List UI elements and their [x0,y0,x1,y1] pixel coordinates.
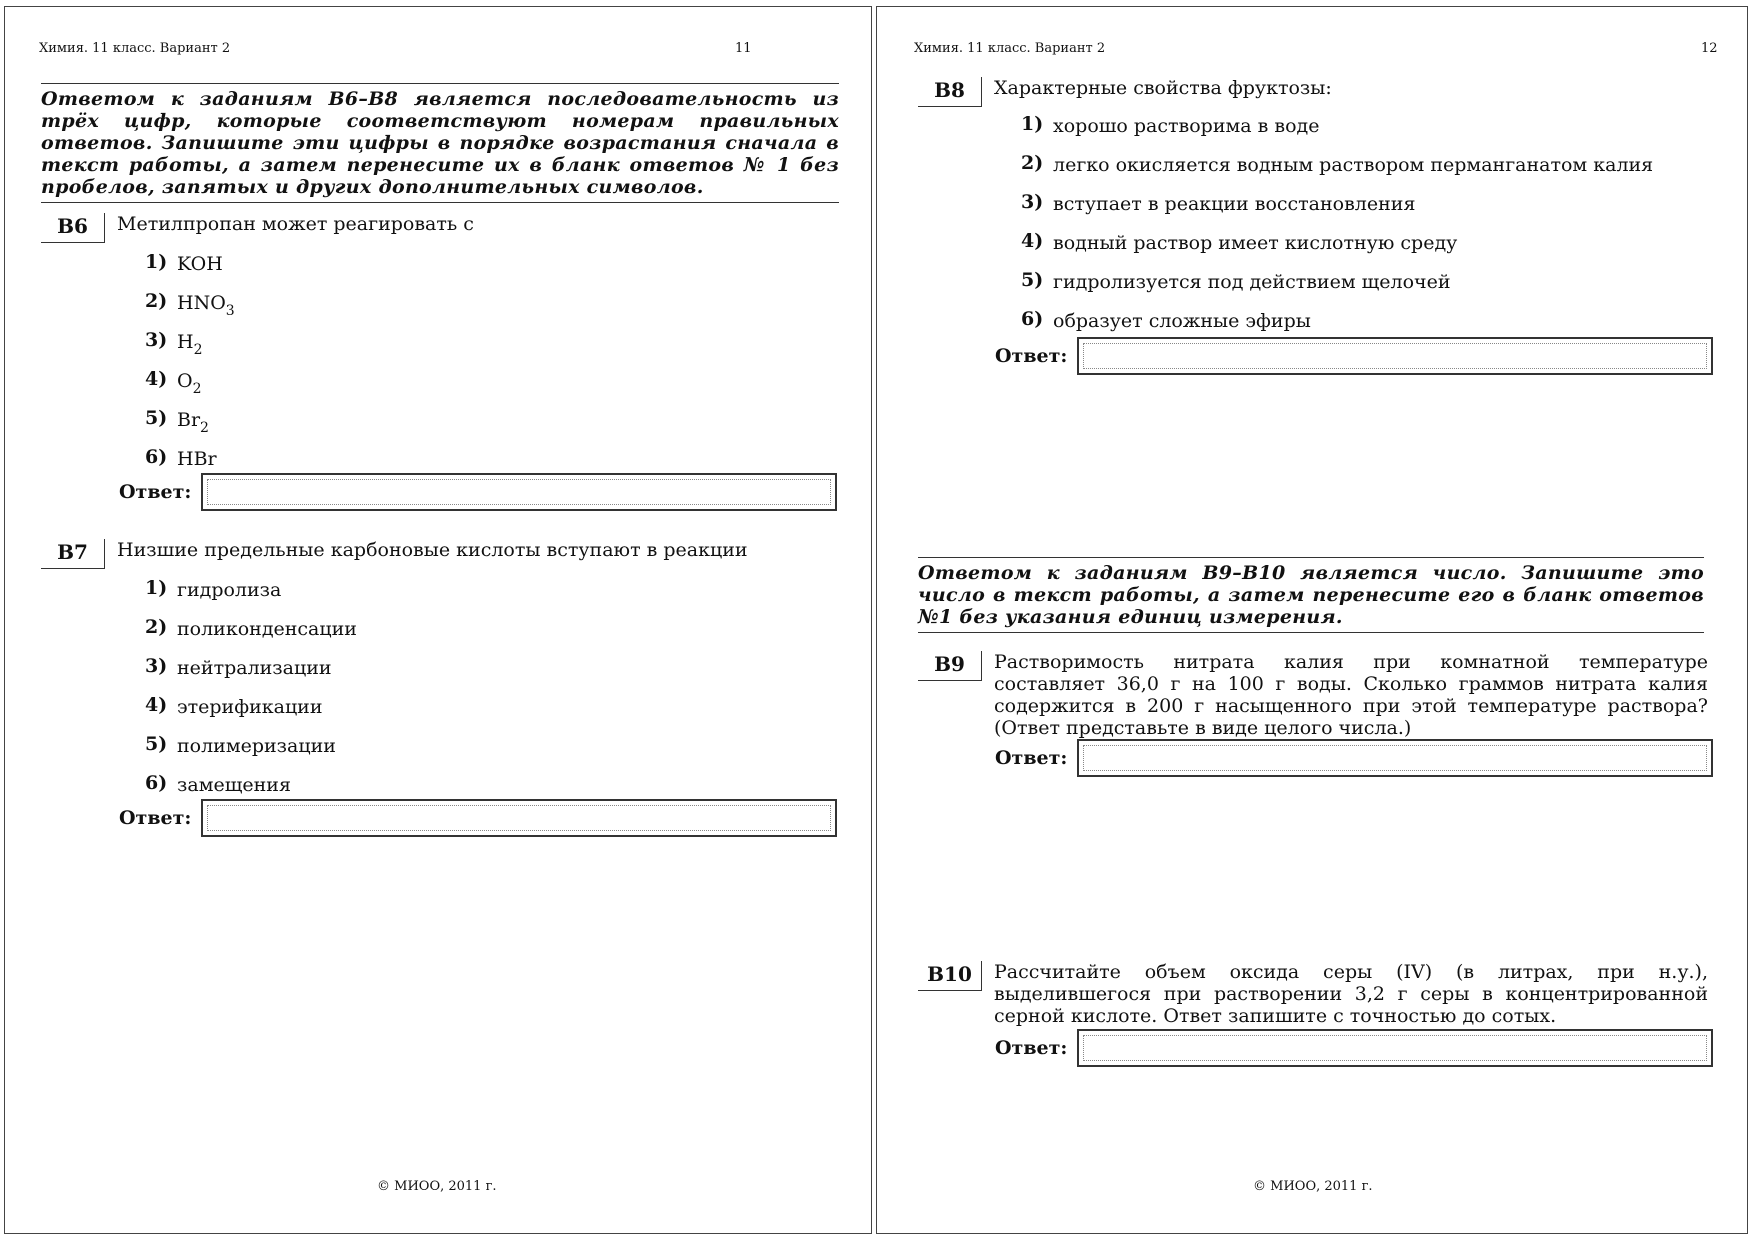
task-text: Растворимость нитрата калия при комнатной температуре составляет 36,0 г на 100 г воды. Сколько граммов нитрата калия содержится в 200 г насыщенного при этой температуре раствора? (Ответ представьте в виде целого числа.) [994,651,1708,739]
answer-label: Ответ: [995,747,1068,769]
answer-b6 [119,473,839,511]
option-text: этерификации [177,696,323,718]
answer-b8 [995,337,1715,375]
subscript: 2 [192,381,202,397]
answer-label: Ответ: [119,807,192,829]
subscript: 3 [225,303,235,319]
option-text: вступает в реакции восстановления [1053,193,1416,215]
option-number: 1) [145,251,168,273]
task-label: B9 [918,651,982,681]
option-text: $H_2$ [177,331,203,358]
page-footer: © МИОО, 2011 г. [1253,1179,1373,1194]
task-text: Рассчитайте объем оксида серы (IV) (в литрах, при н.у.), выделившегося при растворении 3,2 г серы в концентрированной серной кислоте. Ответ запишите с точностью до сотых. [994,961,1708,1027]
page-11 [4,6,872,1234]
option-text: KOH [177,253,223,275]
answer-b9 [995,739,1715,777]
answer-label: Ответ: [119,481,192,503]
option-text: полимеризации [177,735,336,757]
option-number: 2) [145,290,168,312]
page-footer: © МИОО, 2011 г. [377,1179,497,1194]
answer-input[interactable] [201,799,837,837]
option-text: легко окисляется водным раствором перманганатом калия [1053,154,1654,176]
option-text: замещения [177,774,291,796]
option-text: хорошо растворима в воде [1053,115,1320,137]
page-number: 11 [735,41,752,56]
option-number: 1) [145,577,168,599]
option-number: 4) [145,694,168,716]
page-12 [876,6,1748,1234]
answer-label: Ответ: [995,345,1068,367]
answer-label: Ответ: [995,1037,1068,1059]
task-label: B6 [41,213,105,243]
option-text: нейтрализации [177,657,332,679]
task-label: B8 [918,77,982,107]
answer-input[interactable] [1077,1029,1713,1067]
option-number: 5) [1021,269,1044,291]
option-number: 4) [1021,230,1044,252]
option-text: $Br_2$ [177,409,209,436]
option-text: $HNO_3$ [177,292,235,319]
answer-input[interactable] [1077,337,1713,375]
page-header: Химия. 11 класс. Вариант 2 [914,41,1106,56]
page-header: Химия. 11 класс. Вариант 2 [39,41,231,56]
option-number: 1) [1021,113,1044,135]
option-text: поликонденсации [177,618,357,640]
option-text: $O_2$ [177,370,202,397]
task-label: B7 [41,539,105,569]
option-number: 2) [1021,152,1044,174]
instruction-b9-b10: Ответом к заданиям B9–B10 является число. Запишите это число в текст работы, а затем перенесите его в бланк ответов №1 без указания единиц измерения. [918,557,1704,633]
option-number: 4) [145,368,168,390]
option-text: гидролизуется под действием щелочей [1053,271,1451,293]
option-number: 3) [145,329,168,351]
option-text: гидролиза [177,579,282,601]
answer-b10 [995,1029,1715,1067]
option-text: HBr [177,448,217,470]
subscript: 2 [193,342,203,358]
option-text: образует сложные эфиры [1053,310,1311,332]
option-number: 5) [145,407,168,429]
task-text: Метилпропан может реагировать с [117,213,474,235]
option-number: 5) [145,733,168,755]
option-number: 6) [145,446,168,468]
task-text: Низшие предельные карбоновые кислоты вступают в реакции [117,539,748,561]
option-number: 3) [1021,191,1044,213]
option-text: водный раствор имеет кислотную среду [1053,232,1458,254]
option-number: 3) [145,655,168,677]
option-number: 6) [1021,308,1044,330]
answer-input[interactable] [201,473,837,511]
page-number: 12 [1701,41,1718,56]
answer-b7 [119,799,839,837]
subscript: 2 [200,420,209,436]
task-text: Характерные свойства фруктозы: [994,77,1332,99]
option-number: 2) [145,616,168,638]
task-label: B10 [918,961,982,991]
answer-input[interactable] [1077,739,1713,777]
instruction-b6-b8: Ответом к заданиям B6–B8 является последовательность из трёх цифр, которые соответствуют номерам правильных ответов. Запишите эти цифры в порядке возрастания сначала в текст работы, а затем перенесите их в бланк ответов № 1 без пробелов, запятых и других дополнительных символов. [41,83,839,203]
option-number: 6) [145,772,168,794]
